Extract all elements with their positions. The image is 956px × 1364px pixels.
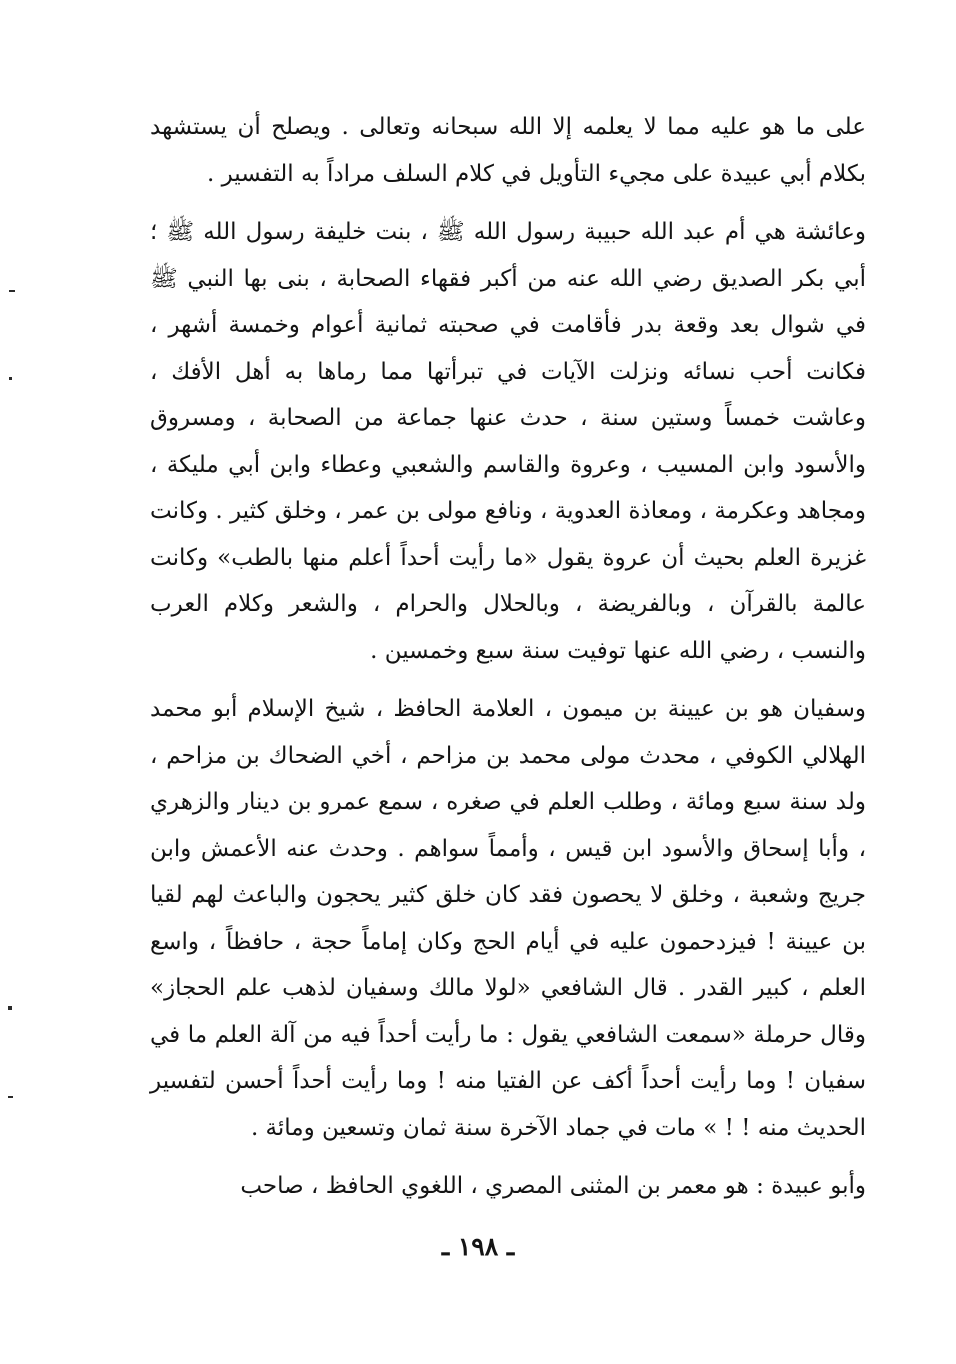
- paragraph-4-abu-ubayda: وأبو عبيدة : هو معمر بن المثنى المصري ، اللغوي الحافظ ، صاحب: [240, 1173, 866, 1199]
- paragraph-2-aisha: وعائشة هي أم عبد الله حبيبة رسول الله ﷺ ، بنت خليفة رسول الله ﷺ ؛ أبي بكر الصديق رضي الله عنه من أكبر فقهاء الصحابة ، بنى بها النبي ﷺ في شوال بعد وقعة بدر فأقامت في صحبته ثمانية أعوام وخمسة أشهر ، فكانت أحب نسائه ونزلت الآيات في تبرأتها مما رماها به أهل الأفك ، وعاشت خمساً وستين سنة ، حدث عنها جماعة من الصحابة ، ومسروق والأسود وابن المسيب ، وعروة والقاسم والشعبي وعطاء وابن أبي مليكة ، ومجاهد وعكرمة ، ومعاذة العدوية ، ونافع مولى بن عمر ، وخلق كثير . وكانت غزيرة العلم بحيث أن عروة يقول «ما رأيت أحداً أعلم منها بالطب» وكانت عالمة بالقرآن ، وبالفريضة ، وبالحلال والحرام ، والشعر وكلام العرب والنسب ، رضي الله عنها توفيت سنة سبع وخمسين .: [150, 219, 866, 664]
- paragraph-1: على ما هو عليه مما لا يعلمه إلا الله سبحانه وتعالى . ويصلح أن يستشهد بكلام أبي عبيدة على مجيء التأويل في كلام السلف مراداً به التفسير .: [150, 114, 866, 187]
- scan-speck: [8, 1096, 13, 1098]
- page-body: [150, 104, 866, 1210]
- paragraph-3-sufyan: وسفيان هو بن عيينة بن ميمون ، العلامة الحافظ ، شيخ الإسلام أبو محمد الهلالي الكوفي ، محدث مولى محمد بن مزاحم ، أخي الضحاك بن مزاحم ، ولد سنة سبع ومائة ، وطلب العلم في صغره ، سمع عمرو بن دينار والزهري ، وأبا إسحاق والأسود ابن قيس ، وأمماً سواهم . وحدث عنه الأعمش وابن جريج وشعبة ، وخلق لا يحصون فقد كان خلق كثير يحجون والباعث لهم لقيا بن عيينة ! فيزدحمون عليه في أيام الحج وكان إماماً حجة ، حافظاً ، واسع العلم ، كبير القدر . قال الشافعي «لولا مالك وسفيان لذهب علم الحجاز» وقال حرملة «سمعت الشافعي يقول : ما رأيت أحداً فيه من آلة العلم ما في سفيان ! وما رأيت أحداً أكف عن الفتيا منه ! وما رأيت أحداً أحسن لتفسير الحديث منه ! ! » مات في جماد الآخرة سنة ثمان وتسعين ومائة .: [150, 696, 866, 1141]
- page-number: ـ ١٩٨ ـ: [441, 1232, 515, 1261]
- scan-speck: [8, 1006, 12, 1010]
- scan-speck: [9, 290, 15, 292]
- scan-speck: [9, 377, 12, 380]
